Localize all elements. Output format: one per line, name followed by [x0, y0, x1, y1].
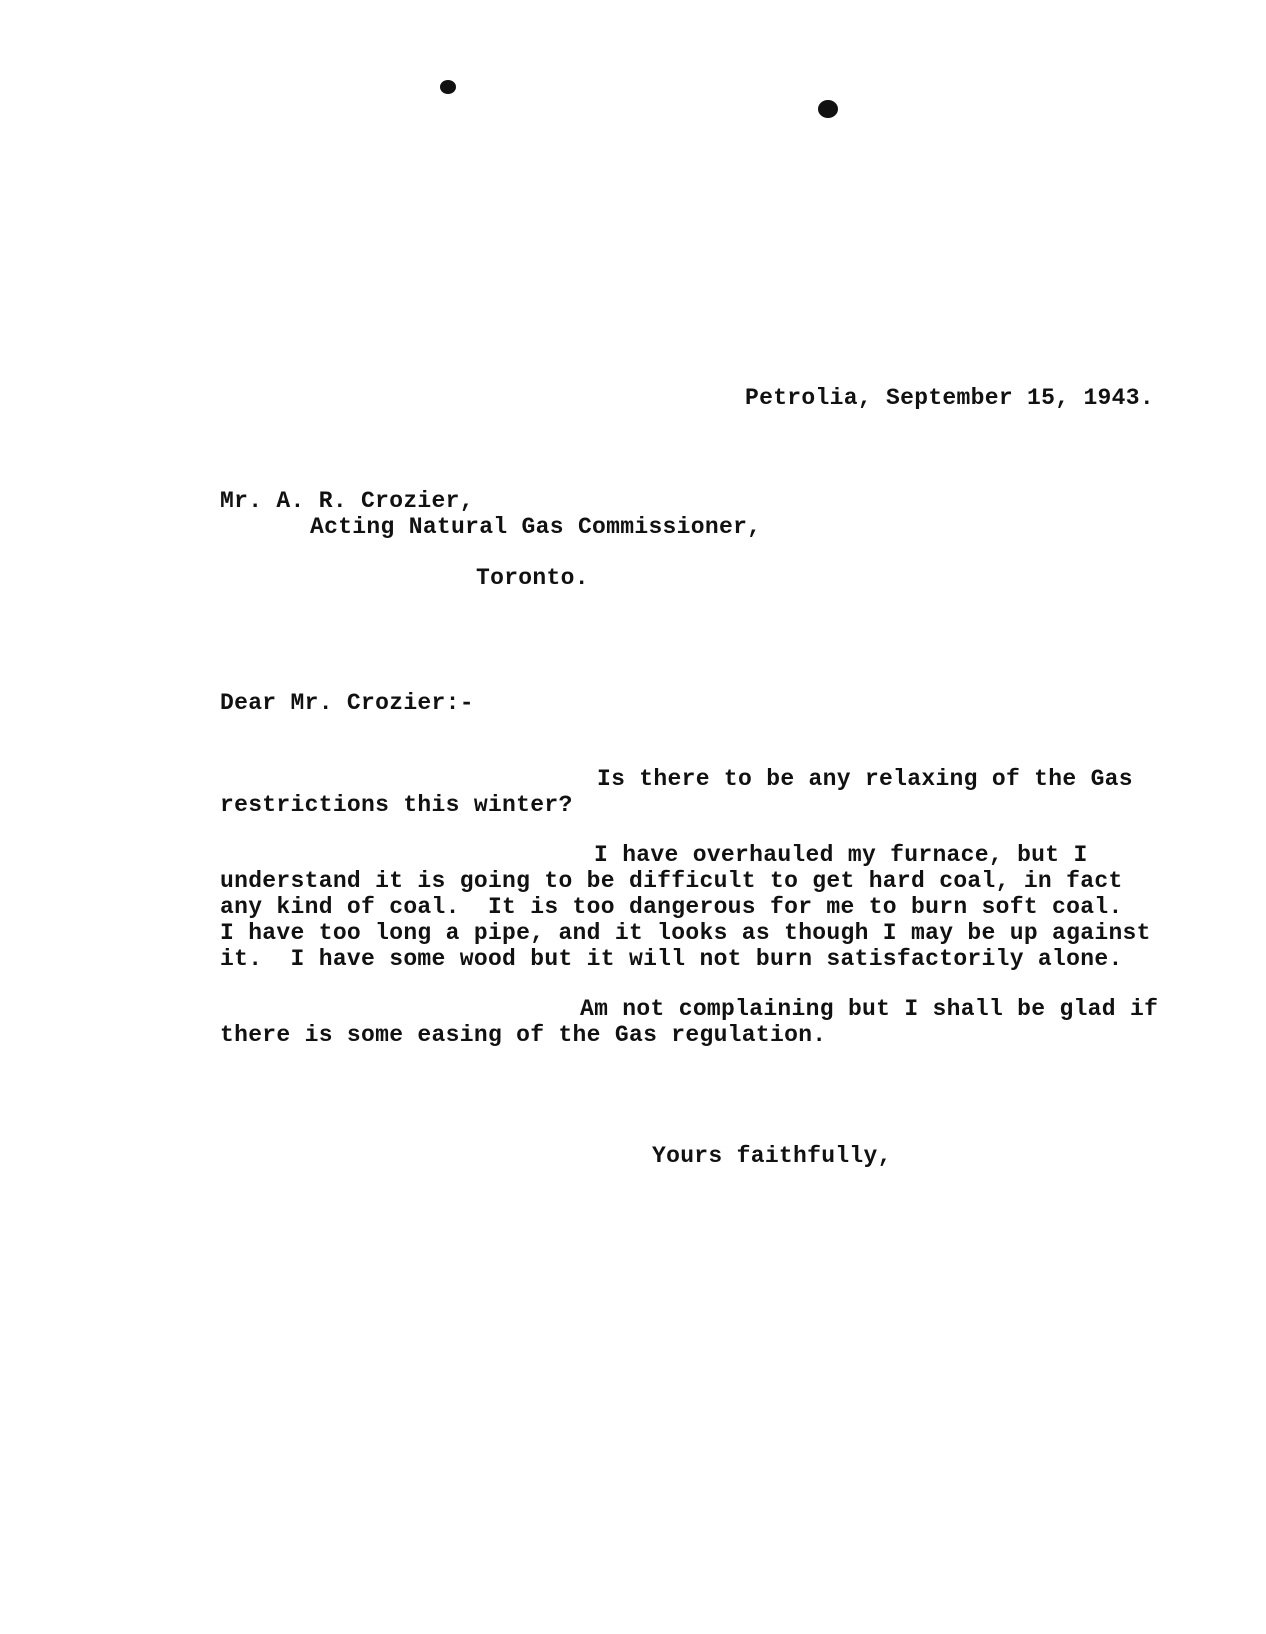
paragraph-1-line-1: Is there to be any relaxing of the Gas	[597, 766, 1133, 792]
paragraph-2-line-1: I have overhauled my furnace, but I	[594, 842, 1088, 868]
salutation: Dear Mr. Crozier:-	[220, 690, 474, 716]
paragraph-3-line-2: there is some easing of the Gas regulation.	[220, 1022, 827, 1048]
ink-blot-right	[818, 100, 838, 118]
ink-blot-left	[440, 80, 456, 94]
recipient-city: Toronto.	[476, 565, 589, 591]
paragraph-2-line-3: any kind of coal. It is too dangerous for me to burn soft coal.	[220, 894, 1123, 920]
recipient-title: Acting Natural Gas Commissioner,	[310, 514, 762, 540]
paragraph-3-line-1: Am not complaining but I shall be glad if	[580, 996, 1159, 1022]
paragraph-2-line-4: I have too long a pipe, and it looks as though I may be up against	[220, 920, 1151, 946]
recipient-name: Mr. A. R. Crozier,	[220, 488, 474, 514]
closing: Yours faithfully,	[652, 1143, 892, 1169]
date-line: Petrolia, September 15, 1943.	[745, 385, 1154, 411]
paragraph-2-line-5: it. I have some wood but it will not burn satisfactorily alone.	[220, 946, 1123, 972]
paragraph-2-line-2: understand it is going to be difficult to get hard coal, in fact	[220, 868, 1123, 894]
paragraph-1-line-2: restrictions this winter?	[220, 792, 573, 818]
